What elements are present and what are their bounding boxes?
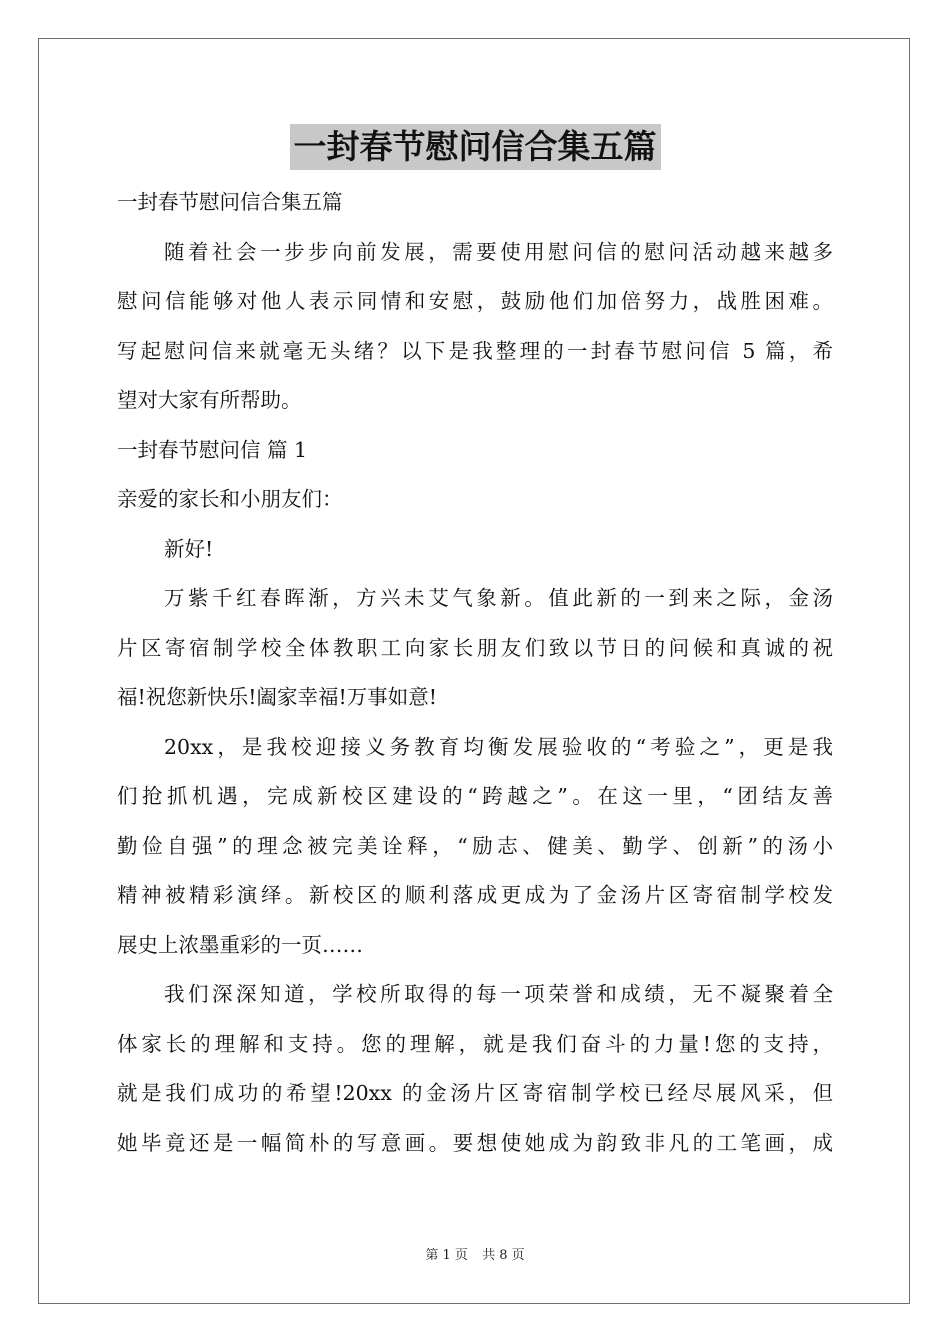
text-line: 20xx，是我校迎接义务教育均衡发展验收的“考验之”，更是我 bbox=[164, 734, 833, 759]
text-line: 福!祝您新快乐!阖家幸福!万事如意! bbox=[117, 685, 437, 709]
title-container bbox=[0, 124, 950, 170]
text-line: 慰问信能够对他人表示同情和安慰，鼓励他们加倍努力，战胜困难。 bbox=[117, 289, 833, 313]
page-footer bbox=[0, 1246, 950, 1266]
text-line: 体家长的理解和支持。您的理解，就是我们奋斗的力量!您的支持， bbox=[117, 1031, 833, 1056]
text-line: 新好! bbox=[164, 536, 214, 561]
text-line: 一封春节慰问信合集五篇 bbox=[117, 190, 343, 214]
text-line: 随着社会一步步向前发展，需要使用慰问信的慰问活动越来越多 bbox=[164, 239, 833, 264]
page-number: 第 1 页 bbox=[425, 1248, 468, 1263]
text-line: 展史上浓墨重彩的一页…… bbox=[117, 932, 363, 957]
text-line: 一封春节慰问信 篇 1 bbox=[117, 437, 308, 462]
text-line: 精神被精彩演绎。新校区的顺利落成更成为了金汤片区寄宿制学校发 bbox=[117, 883, 833, 907]
text-line: 万紫千红春晖渐，方兴未艾气象新。值此新的一到来之际，金汤 bbox=[164, 586, 833, 610]
text-line: 我们深深知道，学校所取得的每一项荣誉和成绩，无不凝聚着全 bbox=[164, 982, 833, 1006]
text-line: 片区寄宿制学校全体教职工向家长朋友们致以节日的问候和真诚的祝 bbox=[117, 635, 833, 660]
text-line: 亲爱的家长和小朋友们： bbox=[117, 487, 343, 511]
document-body bbox=[117, 178, 833, 1168]
document-title: 一封春节慰问信合集五篇 bbox=[290, 124, 661, 170]
text-line: 写起慰问信来就毫无头绪？以下是我整理的一封春节慰问信 5 篇，希 bbox=[117, 338, 833, 363]
text-line: 们抢抓机遇，完成新校区建设的“跨越之”。在这一里，“团结友善 bbox=[117, 784, 833, 808]
text-line: 就是我们成功的希望!20xx 的金汤片区寄宿制学校已经尽展风采，但 bbox=[117, 1081, 833, 1105]
text-line: 她毕竟还是一幅简朴的写意画。要想使她成为韵致非凡的工笔画，成 bbox=[117, 1130, 833, 1155]
text-line: 望对大家有所帮助。 bbox=[117, 388, 302, 412]
text-line: 勤俭自强”的理念被完美诠释，“励志、健美、勤学、创新”的汤小 bbox=[117, 833, 833, 858]
page-total: 共 8 页 bbox=[482, 1248, 525, 1263]
